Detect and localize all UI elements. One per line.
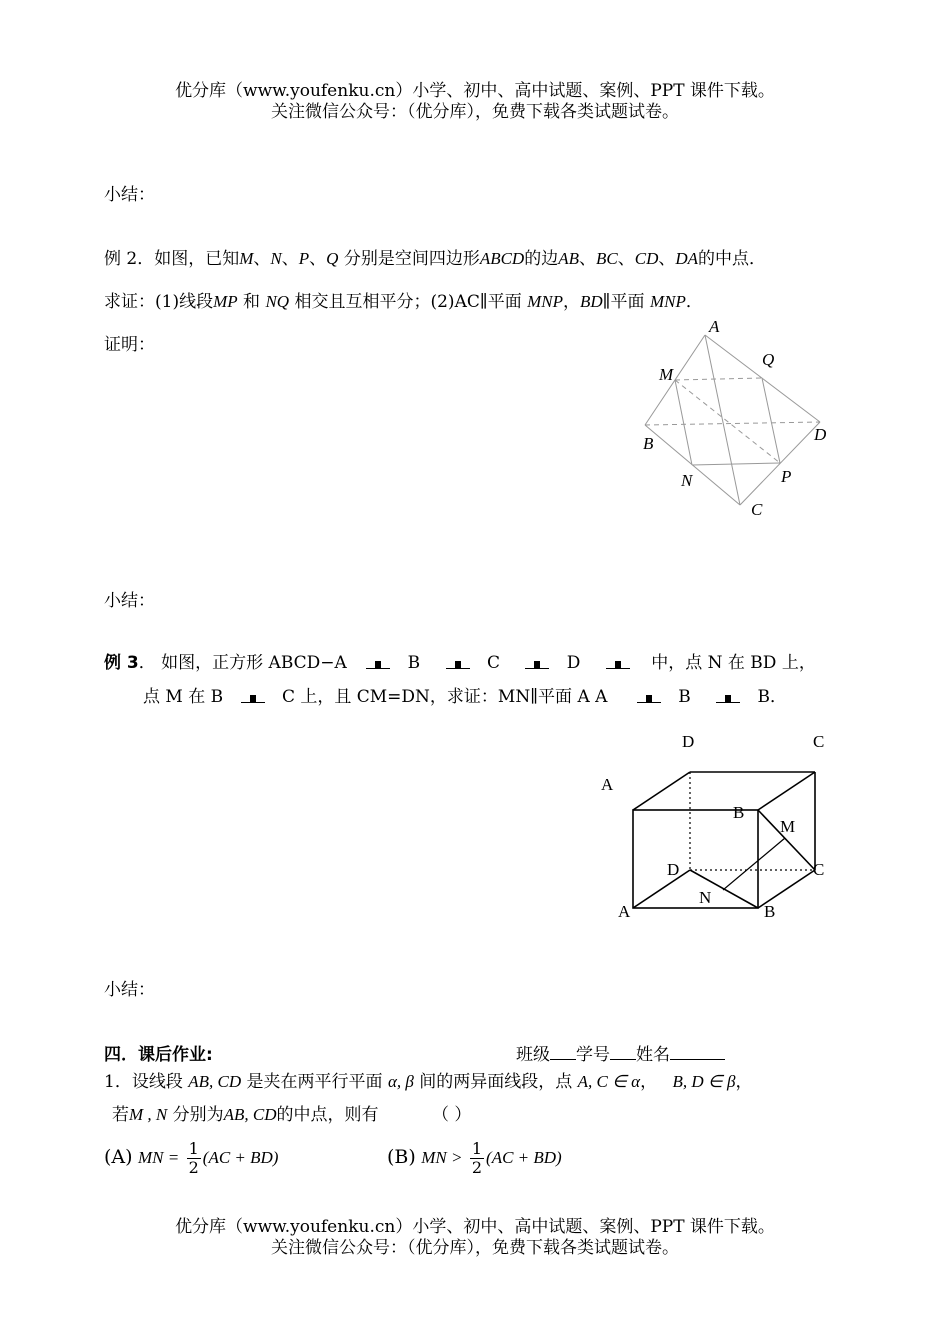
quadrilateral-figure [630, 310, 850, 525]
edge-bd [645, 422, 820, 425]
segment-qp [762, 378, 780, 463]
id-blank[interactable] [610, 1043, 636, 1060]
cube-label-D: D [667, 860, 680, 879]
header-line-2: 关注微信公众号：（优分库），免费下载各类试题试卷。 [271, 102, 679, 122]
segment-mq [675, 378, 762, 380]
cube-label-N: N [699, 888, 712, 907]
cube-label-B: B [764, 902, 776, 921]
question-1-line-1: 1．设线段 AB, CD 是夹在两平行平面 α, β 间的两异面线段，点 A, C ∈ α， B, D ∈ β， [104, 1072, 753, 1092]
segment-mn [723, 838, 785, 890]
example2-statement: 例 2．如图，已知M、N、P、Q 分别是空间四边形ABCD的边AB、BC、CD、DA的中点． [104, 249, 767, 269]
label-P: P [781, 467, 792, 486]
cube-figure [595, 725, 845, 935]
label-Q: Q [762, 350, 775, 369]
cube-label-D1: D [682, 732, 695, 751]
footer-line-2: 关注微信公众号：（优分库），免费下载各类试题试卷。 [271, 1238, 679, 1258]
header-line-1: 优分库（www.youfenku.cn）小学、初中、高中试题、案例、PPT 课件下载。 [175, 81, 775, 101]
summary-label-3: 小结： [104, 980, 155, 1000]
footer-line-1: 优分库（www.youfenku.cn）小学、初中、高中试题、案例、PPT 课件下载。 [175, 1217, 775, 1237]
label-C: C [751, 500, 763, 519]
segment-a-d [633, 870, 690, 908]
cube-label-A: A [618, 902, 631, 921]
cube-label-C: C [813, 860, 825, 879]
example3-line-2: 点 M 在 B C 上，且 CM=DN，求证：MN∥平面 A A B B． [143, 687, 788, 707]
student-info: 班级 学号 姓名 [516, 1040, 725, 1065]
cube-label-M: M [780, 817, 796, 836]
label-B: B [643, 434, 654, 453]
question-1-line-2: 若M , N 分别为AB, CD的中点，则有 （ ） [112, 1105, 472, 1125]
cube-label-C1: C [813, 732, 825, 751]
summary-label-2: 小结： [104, 591, 155, 611]
proof-label: 证明： [104, 335, 155, 355]
label-A: A [709, 317, 720, 336]
homework-title: 四．课后作业: [104, 1045, 213, 1065]
label-D: D [814, 425, 827, 444]
option-A[interactable]: (A) MN = $\frac{1}{2}$ (AC + BD) [104, 1139, 279, 1177]
option-B[interactable]: (B) MN > $\frac{1}{2}$ (AC + BD) [387, 1139, 562, 1177]
class-blank[interactable] [550, 1043, 576, 1060]
summary-label-1: 小结： [104, 185, 155, 205]
cube-front-face [633, 810, 758, 908]
example3-line-1: 例 3． 如图，正方形 ABCD−A B C D 中，点 N 在 BD 上， [104, 653, 816, 673]
cube-edge-top-right [758, 772, 815, 810]
cube-label-B1: B [733, 803, 745, 822]
label-N: N [681, 471, 693, 490]
segment-mp [675, 380, 780, 463]
label-M: M [659, 365, 674, 384]
cube-edge-top-left [633, 772, 690, 810]
cube-label-A1: A [601, 775, 614, 794]
name-blank[interactable] [670, 1043, 725, 1060]
segment-np [692, 463, 780, 465]
example2-prove: 求证：(1)线段MP 和 NQ 相交且互相平分；(2)AC∥平面 MNP，BD∥平面 MNP． [104, 292, 703, 312]
